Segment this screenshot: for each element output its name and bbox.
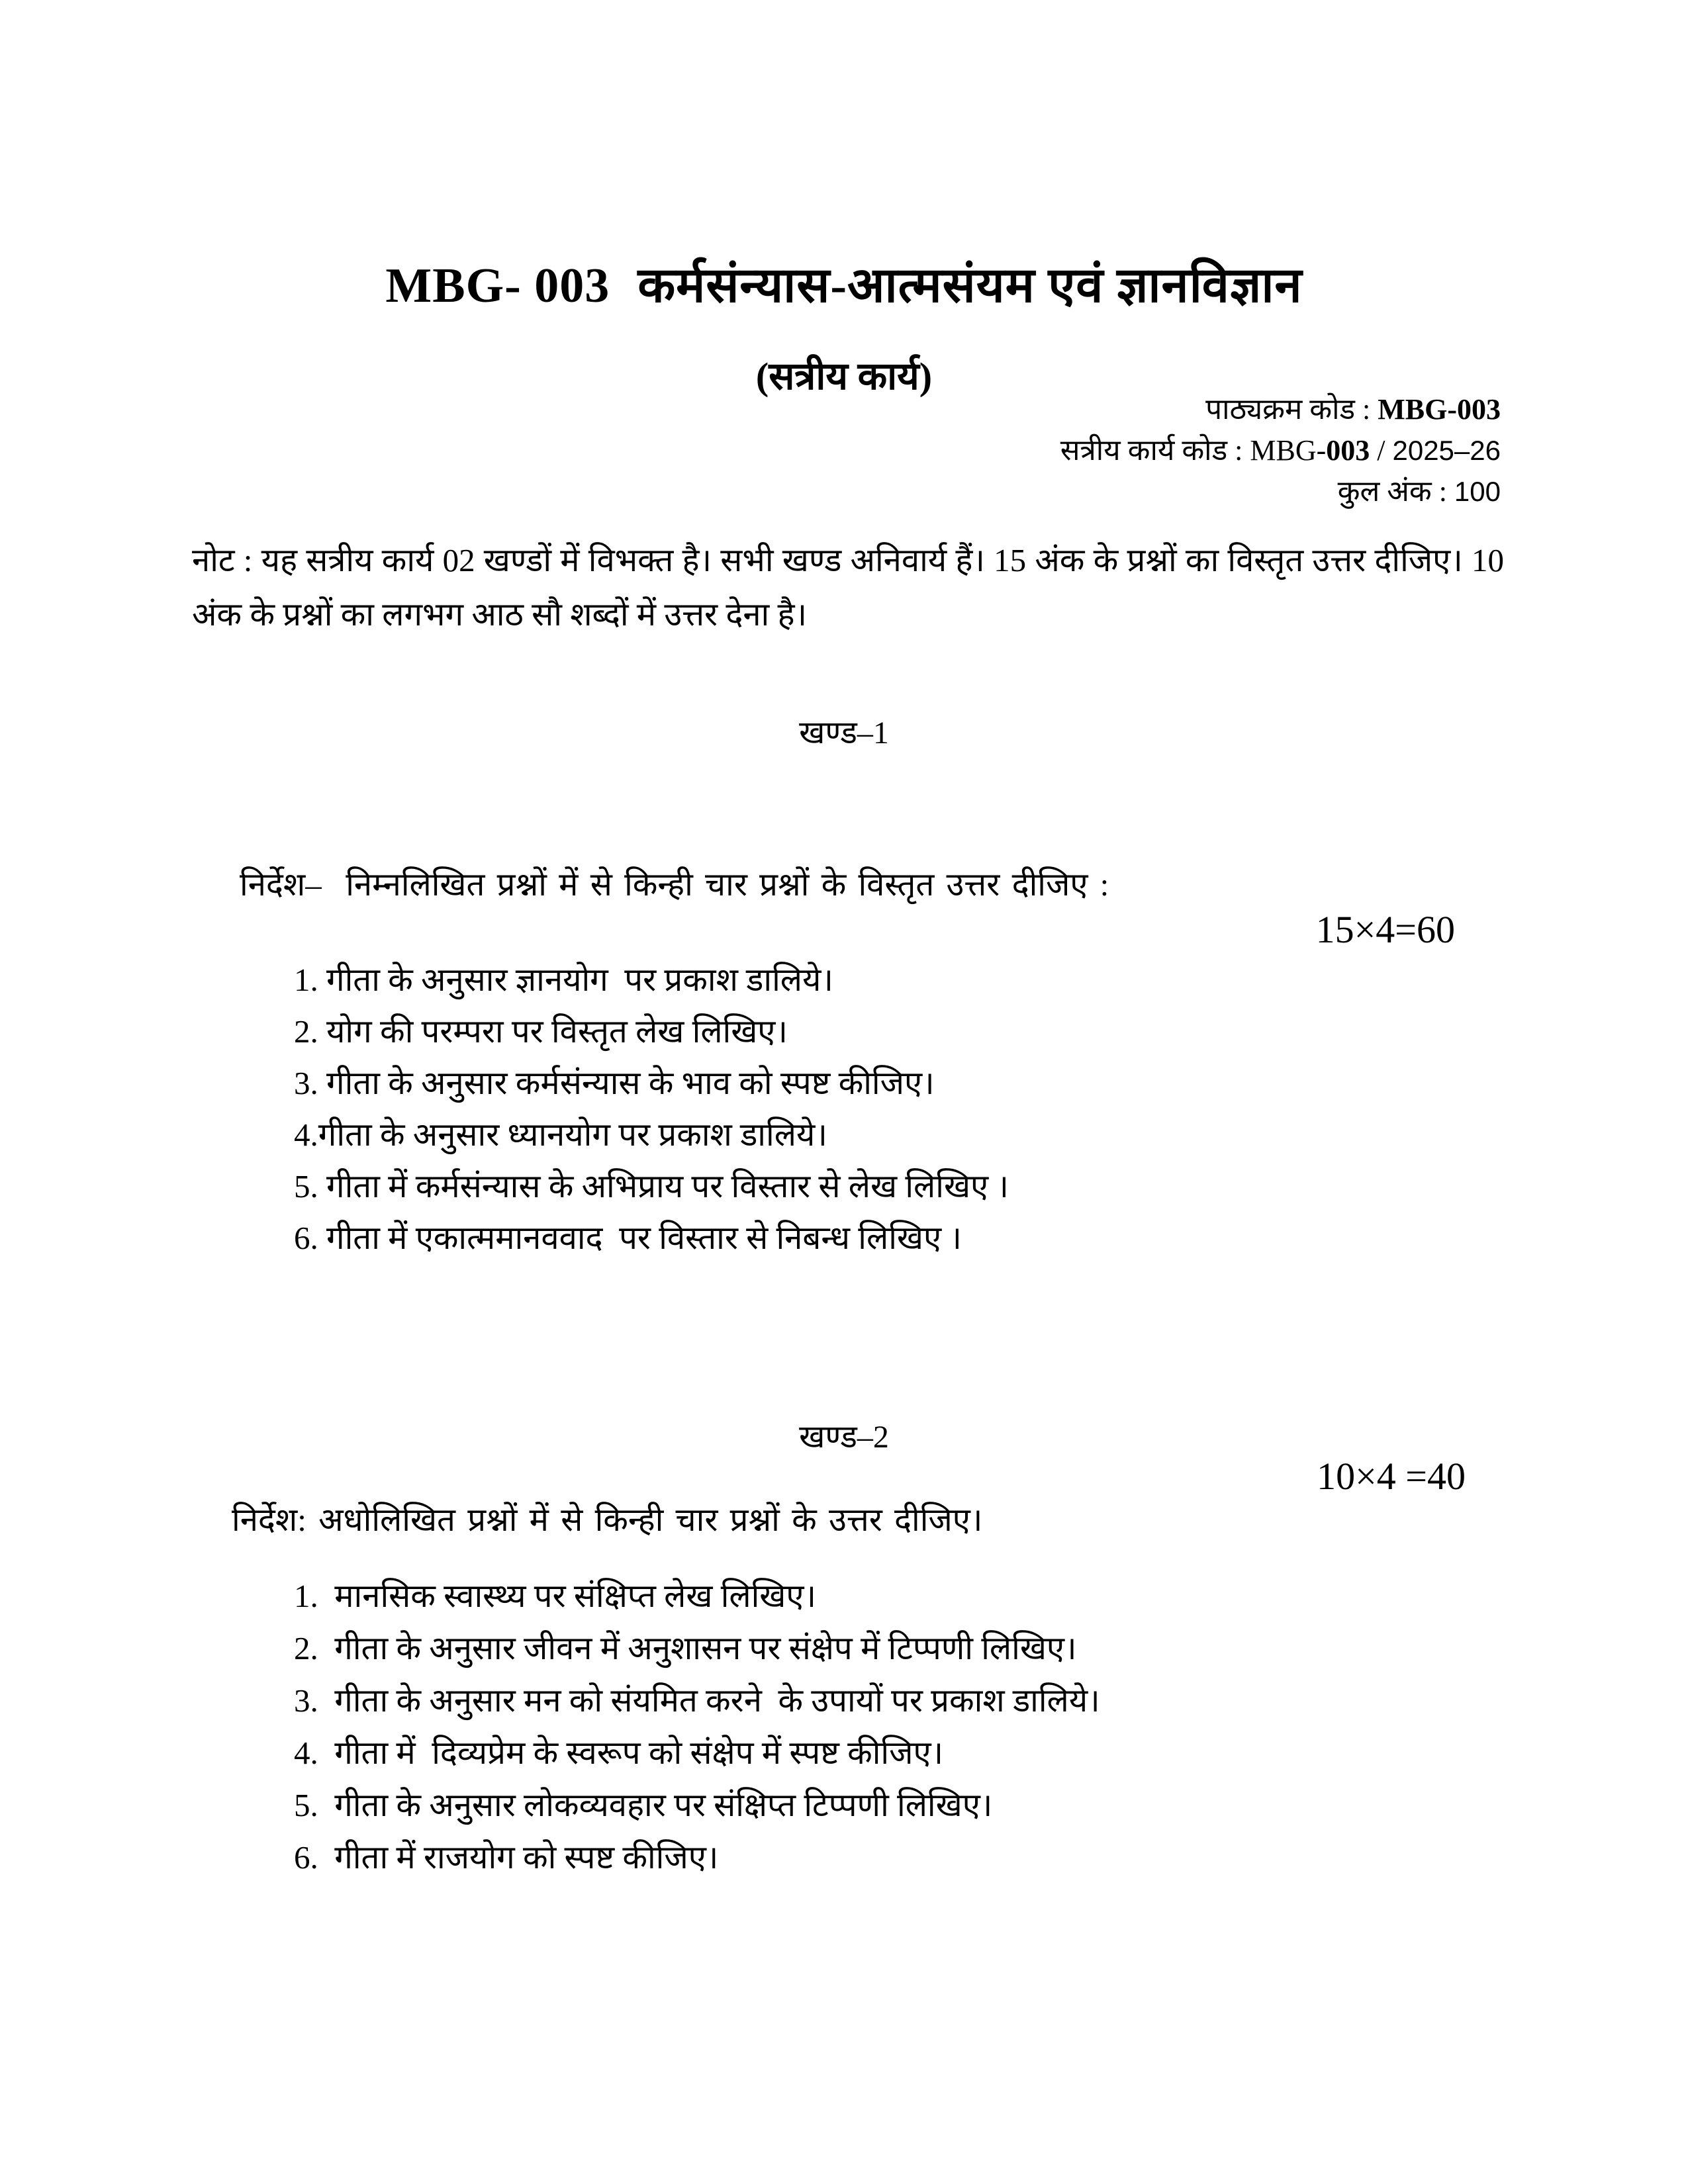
question-item: 5. गीता में कर्मसंन्यास के अभिप्राय पर विस्तार से लेख लिखिए । xyxy=(294,1168,1009,1205)
section-1-question-list xyxy=(294,954,1499,1264)
question-item: 3. गीता के अनुसार कर्मसंन्यास के भाव को स्पष्ट कीजिए। xyxy=(294,1065,935,1101)
question-item: 2. गीता के अनुसार जीवन में अनुशासन पर संक्षेप में टिप्पणी लिखिए। xyxy=(294,1630,1077,1666)
note-paragraph: नोट : यह सत्रीय कार्य 02 खण्डों में विभक्त है। सभी खण्ड अनिवार्य हैं। 15 अंक के प्रश्नों का विस्तृत उत्तर दीजिए। 10 अंक के प्रश्नों का लगभग आठ सौ शब्दों में उत्तर देना है। xyxy=(192,542,1513,633)
question-item: 3. गीता के अनुसार मन को संयमित करने के उपायों पर प्रकाश डालिये। xyxy=(294,1682,1100,1719)
question-item: 6. गीता में राजयोग को स्पष्ट कीजिए। xyxy=(294,1839,719,1876)
page-subtitle: (सत्रीय कार्य) xyxy=(755,355,933,398)
total-marks-value: 100 xyxy=(1454,476,1501,507)
question-item: 4.गीता के अनुसार ध्यानयोग पर प्रकाश डालिये। xyxy=(294,1116,827,1153)
question-item: 5. गीता के अनुसार लोकव्यवहार पर संक्षिप्त टिप्पणी लिखिए। xyxy=(294,1787,993,1823)
section-2-marks: 10×4 =40 xyxy=(1317,1455,1466,1498)
total-marks-label: कुल अंक : xyxy=(1337,475,1454,508)
section-2-instruction: निर्देश: अधोलिखित प्रश्नों में से किन्ही चार प्रश्नों के उत्तर दीजिए। xyxy=(232,1502,983,1538)
course-code-line xyxy=(1060,389,1501,430)
section-2-heading: खण्ड–2 xyxy=(799,1420,889,1455)
assignment-code-number: 003 xyxy=(1326,434,1370,467)
page-title xyxy=(0,253,1688,319)
section-1-instruction: निर्देश– निम्नलिखित प्रश्नों में से किन्ही चार प्रश्नों के विस्तृत उत्तर दीजिए : xyxy=(240,866,1109,903)
assignment-code-year: 2025–26 xyxy=(1392,435,1501,466)
course-code-title: MBG- 003 xyxy=(385,259,610,313)
question-item: 4. गीता में दिव्यप्रेम के स्वरूप को संक्षेप में स्पष्ट कीजिए। xyxy=(294,1735,944,1771)
question-item: 6. गीता में एकात्ममानववाद पर विस्तार से निबन्ध लिखिए । xyxy=(294,1220,962,1256)
assignment-code-line xyxy=(1060,430,1501,471)
question-item: 2. योग की परम्परा पर विस्तृत लेख लिखिए। xyxy=(294,1013,788,1050)
total-marks-line xyxy=(1060,471,1501,512)
assignment-code-prefix: MBG- xyxy=(1250,434,1327,467)
question-item: 1. मानसिक स्वास्थ्य पर संक्षिप्त लेख लिखिए। xyxy=(294,1578,817,1614)
question-item: 1. गीता के अनुसार ज्ञानयोग पर प्रकाश डालिये। xyxy=(294,962,833,998)
course-code-label: पाठ्यक्रम कोड : xyxy=(1205,393,1378,426)
section-2-question-list xyxy=(294,1570,1499,1884)
assignment-code-label: सत्रीय कार्य कोड : xyxy=(1060,434,1250,467)
meta-block xyxy=(1060,389,1501,512)
course-title-text: कर्मसंन्यास-आत्मसंयम एवं ज्ञानविज्ञान xyxy=(637,259,1303,313)
course-code-value: MBG-003 xyxy=(1378,393,1501,426)
section-1-heading: खण्ड–1 xyxy=(799,715,889,751)
section-1-marks: 15×4=60 xyxy=(1315,908,1455,951)
assignment-code-separator: / xyxy=(1370,434,1393,467)
